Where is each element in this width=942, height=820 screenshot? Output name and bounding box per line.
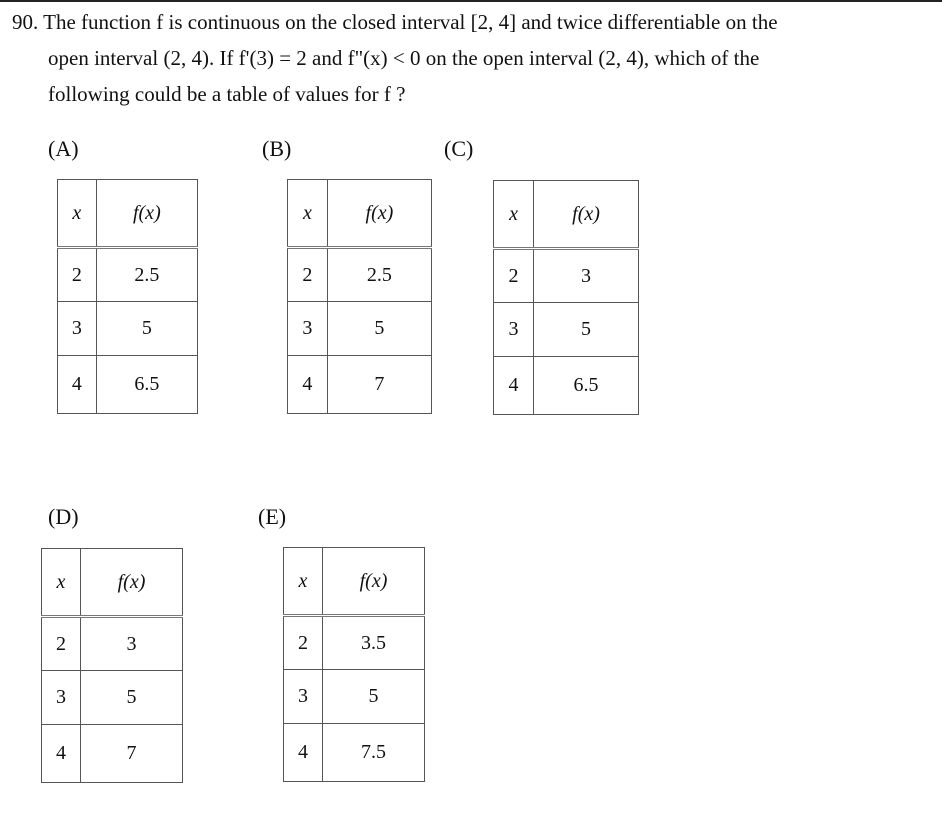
choice-a-label: (A)	[48, 136, 79, 161]
table-cell: 5	[323, 670, 425, 724]
header-x: x	[58, 180, 97, 248]
choice-a-table	[57, 179, 198, 414]
table-cell: 4	[42, 725, 81, 783]
choice-b-label: (B)	[262, 136, 292, 161]
table-cell: 5	[81, 671, 183, 725]
header-fx: f(x)	[327, 180, 431, 248]
table-cell: 4	[494, 357, 534, 415]
table-cell: 2	[284, 616, 323, 670]
table-cell: 5	[534, 303, 639, 357]
table-cell: 2.5	[96, 248, 197, 302]
table-cell: 3	[284, 670, 323, 724]
choice-e-table	[283, 547, 425, 782]
table-cell: 3	[58, 302, 97, 356]
header-x: x	[494, 181, 534, 249]
table-cell: 4	[58, 356, 97, 414]
table-cell: 3	[288, 302, 328, 356]
header-fx: f(x)	[323, 548, 425, 616]
header-fx: f(x)	[96, 180, 197, 248]
table-cell: 3	[534, 249, 639, 303]
header-x: x	[284, 548, 323, 616]
question-line-1-text: The function f is continuous on the closed interval [2, 4] and twice differentiable on the	[43, 10, 778, 34]
table-cell: 2	[58, 248, 97, 302]
header-fx: f(x)	[534, 181, 639, 249]
table-cell: 7	[81, 725, 183, 783]
table-cell: 7	[327, 356, 431, 414]
table-cell: 3.5	[323, 616, 425, 670]
header-fx: f(x)	[81, 549, 183, 617]
header-x: x	[42, 549, 81, 617]
table-cell: 3	[42, 671, 81, 725]
choice-c-label: (C)	[444, 136, 474, 161]
table-cell: 2.5	[327, 248, 431, 302]
table-cell: 3	[494, 303, 534, 357]
choice-d-label: (D)	[48, 504, 79, 529]
table-cell: 3	[81, 617, 183, 671]
choice-e-label: (E)	[258, 504, 287, 529]
table-cell: 5	[96, 302, 197, 356]
table-cell: 4	[288, 356, 328, 414]
question-line-3: following could be a table of values for f ?	[48, 82, 406, 106]
choice-c-table	[493, 180, 639, 415]
table-cell: 7.5	[323, 724, 425, 782]
header-x: x	[288, 180, 328, 248]
question-line-2: open interval (2, 4). If f'(3) = 2 and f"(x) < 0 on the open interval (2, 4), which of the	[48, 46, 760, 70]
choice-b-table	[287, 179, 432, 414]
table-cell: 2	[288, 248, 328, 302]
table-cell: 2	[494, 249, 534, 303]
table-cell: 4	[284, 724, 323, 782]
question-number: 90.	[12, 10, 39, 34]
table-cell: 5	[327, 302, 431, 356]
choice-d-table	[41, 548, 183, 783]
question-line-1	[12, 4, 932, 40]
table-cell: 2	[42, 617, 81, 671]
table-cell: 6.5	[534, 357, 639, 415]
table-cell: 6.5	[96, 356, 197, 414]
top-rule	[0, 0, 942, 2]
question-text	[12, 4, 932, 112]
